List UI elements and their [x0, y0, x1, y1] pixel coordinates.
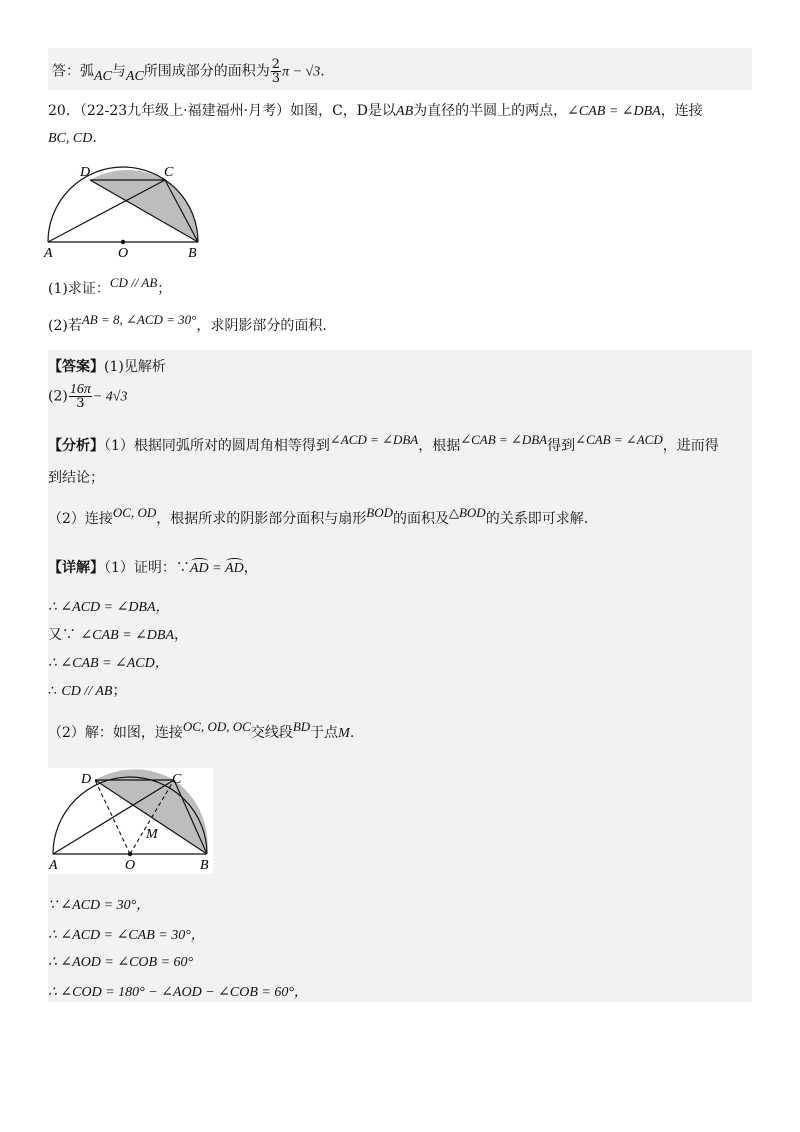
problem-line-1: 20．（22-23九年级上·福建福州·月考）如图，C，D是以AB为直径的半圆上的两点，∠CAB = ∠DBA，连接 [48, 103, 703, 119]
part-2: (2)若AB = 8, ∠ACD = 30°，求阴影部分的面积. [48, 312, 327, 334]
answer-fraction: $\frac{16\pi}{3}$ [69, 382, 91, 411]
label-b-2: B [200, 858, 209, 873]
result-line-2: ∴ ∠ACD = ∠CAB = 30°， [48, 928, 205, 943]
result-line-1: ∵ ∠ACD = 30°， [48, 898, 151, 913]
detail-step-2: 又∵ ∠CAB = ∠DBA， [48, 627, 189, 643]
analysis-line-2: 到结论； [48, 470, 104, 486]
label-b: B [188, 246, 197, 260]
label-d-2: D [81, 772, 92, 787]
label-o-2: O [125, 858, 136, 873]
detail-part-2: （2）解：如图，连接OC, OD, OC交线段BD于点M. [48, 719, 355, 741]
part-1: (1)求证：CD // AB； [48, 275, 172, 297]
fraction-two-thirds: $\frac{2}{3}$ [271, 57, 281, 86]
detail-step-4: ∴ CD // AB； [48, 683, 127, 699]
figure-semicircle-2 [48, 768, 213, 874]
label-a-2: A [49, 858, 58, 873]
detail-step-3: ∴ ∠CAB = ∠ACD， [48, 656, 169, 671]
result-line-4: ∴ ∠COD = 180° − ∠AOD − ∠COB = 60°， [48, 985, 308, 1000]
problem-number: 20． [48, 103, 80, 119]
label-d: D [80, 165, 91, 180]
analysis-label: 【分析】 [48, 438, 104, 454]
analysis-line-3: （2）连接OC, OD，根据所求的阴影部分面积与扇形BOD的面积及△BOD的关系即可求解. [48, 505, 589, 527]
label-o: O [118, 246, 129, 260]
answer-line-2: (2) $\frac{16\pi}{3}$ − 4√3 [48, 382, 128, 411]
arc-label-1: AC [94, 68, 112, 84]
problem-source: （22-23九年级上·福建福州·月考） [79, 103, 291, 119]
detail-line-1: 【详解】（1）证明：∵AD = AD， [48, 560, 258, 576]
analysis-line-1: 【分析】（1）根据同弧所对的圆周角相等得到∠ACD = ∠DBA，根据∠CAB = ∠DBA得到∠CAB = ∠ACD，进而得 [48, 432, 719, 454]
top-answer-line: 答：弧AC与AC所围成部分的面积为 $\frac{2}{3}$ π − √3. [52, 57, 325, 86]
figure-semicircle-1 [40, 160, 220, 260]
problem-line-2: BC, CD. [48, 130, 97, 146]
answer-line-1: 【答案】(1)见解析 [48, 359, 166, 375]
detail-step-1: ∴ ∠ACD = ∠DBA， [48, 600, 170, 615]
result-line-3: ∴ ∠AOD = ∠COB = 60° [48, 955, 194, 970]
label-c-2: C [172, 772, 182, 787]
label-m: M [146, 827, 158, 842]
center-point-o-2 [128, 852, 132, 856]
shaded-region [90, 170, 198, 242]
label-a: A [44, 246, 53, 260]
label-c: C [164, 165, 174, 180]
detail-label: 【详解】 [48, 560, 104, 576]
arc-label-2: AC [125, 68, 144, 84]
answer-label: 【答案】 [48, 359, 104, 375]
center-point-o [121, 240, 125, 244]
